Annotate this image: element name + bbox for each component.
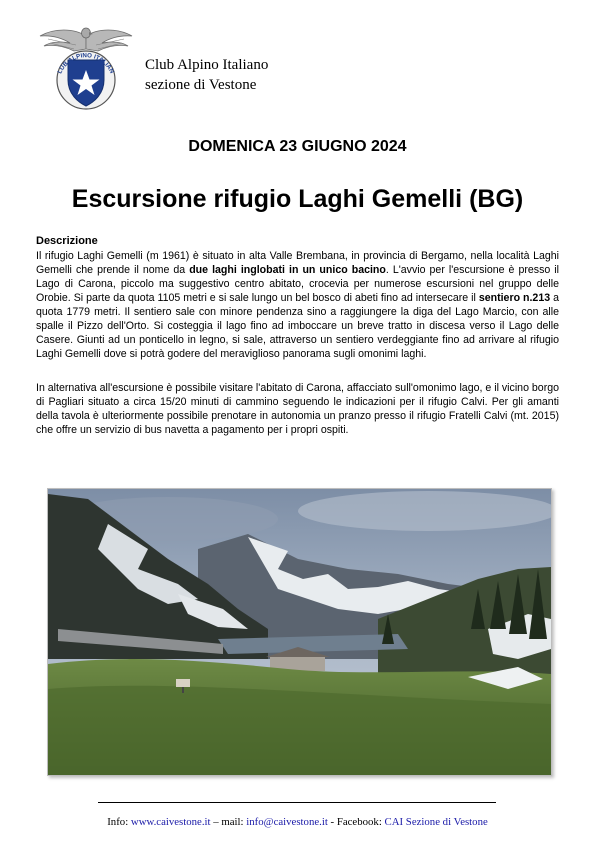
- p1-text-a: Il rifugio Laghi Gemelli (m 1961) è situato in alta Valle Brembana, in provincia di Bergamo, nella località Laghi Gemelli che prende il nome da: [36, 250, 559, 276]
- facebook-link[interactable]: CAI Sezione di Vestone: [384, 816, 488, 828]
- footer-contact: [0, 816, 595, 828]
- event-title: Escursione rifugio Laghi Gemelli (BG): [71, 185, 524, 213]
- footer-divider: [98, 802, 496, 803]
- description-heading: Descrizione: [36, 235, 98, 247]
- website-link[interactable]: www.caivestone.it: [130, 816, 211, 828]
- eagle-emblem-icon: [36, 22, 136, 114]
- facebook-label: - Facebook:: [327, 816, 385, 828]
- landscape-photo: [47, 488, 552, 776]
- p1-text-c: . L'avvio per l'escursione è presso il Lago di Carona, piccolo ma suggestivo centro abitato, crocevia per numerose escursioni nel gruppo delle Orobie. Si parte da quota 1105 metri e si sale lungo un bel bosco di abeti fino ad intersecare il: [36, 264, 560, 304]
- p1-bold-trail: sentiero n.213: [478, 292, 551, 304]
- mail-label: – mail:: [210, 816, 247, 828]
- logo-ring-text: LUB ALPINO ITALIAN: [56, 52, 116, 75]
- email-link[interactable]: info@caivestone.it: [246, 816, 328, 828]
- org-line-2: sezione di Vestone: [145, 77, 257, 93]
- organization-name: [145, 55, 268, 95]
- event-date: DOMENICA 23 GIUGNO 2024: [188, 138, 407, 155]
- p1-text-e: a quota 1779 metri. Il sentiero sale con minore pendenza sino a raggiungere la diga del Lago Marcio, con alle spalle il Pizzo dell'Orto. Si costeggia il lago fino ad imboccare un breve tratto in discesa verso il Lago delle Casere. Giunti ad un ponticello in legno, si sale, attraverso un sentiero verdeggiante fino ad arrivare al rifugio Laghi Gemelli dove si potrà godere del meraviglioso panorama sugli omonimi laghi.: [36, 292, 559, 360]
- cai-logo: [36, 22, 136, 114]
- description-paragraph-1: [36, 249, 559, 361]
- p1-bold-lakes: due laghi inglobati in un unico bacino: [189, 264, 386, 276]
- description-paragraph-2: In alternativa all'escursione è possibile visitare l'abitato di Carona, affacciato sull'omonimo lago, e il vicino borgo di Pagliari situato a circa 15/20 minuti di cammino seguendo le indicazioni per il rifugio Calvi. Per gli amanti della tavola è ulteriormente possibile prenotare in autonomia un pranzo presso il rifugio Fratelli Calvi (mt. 2015) che offre un servizio di bus navetta a pagamento per i propri ospiti.: [36, 382, 559, 436]
- mountain-lake-illustration: [48, 489, 551, 775]
- info-label: Info:: [107, 816, 131, 828]
- org-line-1: Club Alpino Italiano: [145, 57, 269, 73]
